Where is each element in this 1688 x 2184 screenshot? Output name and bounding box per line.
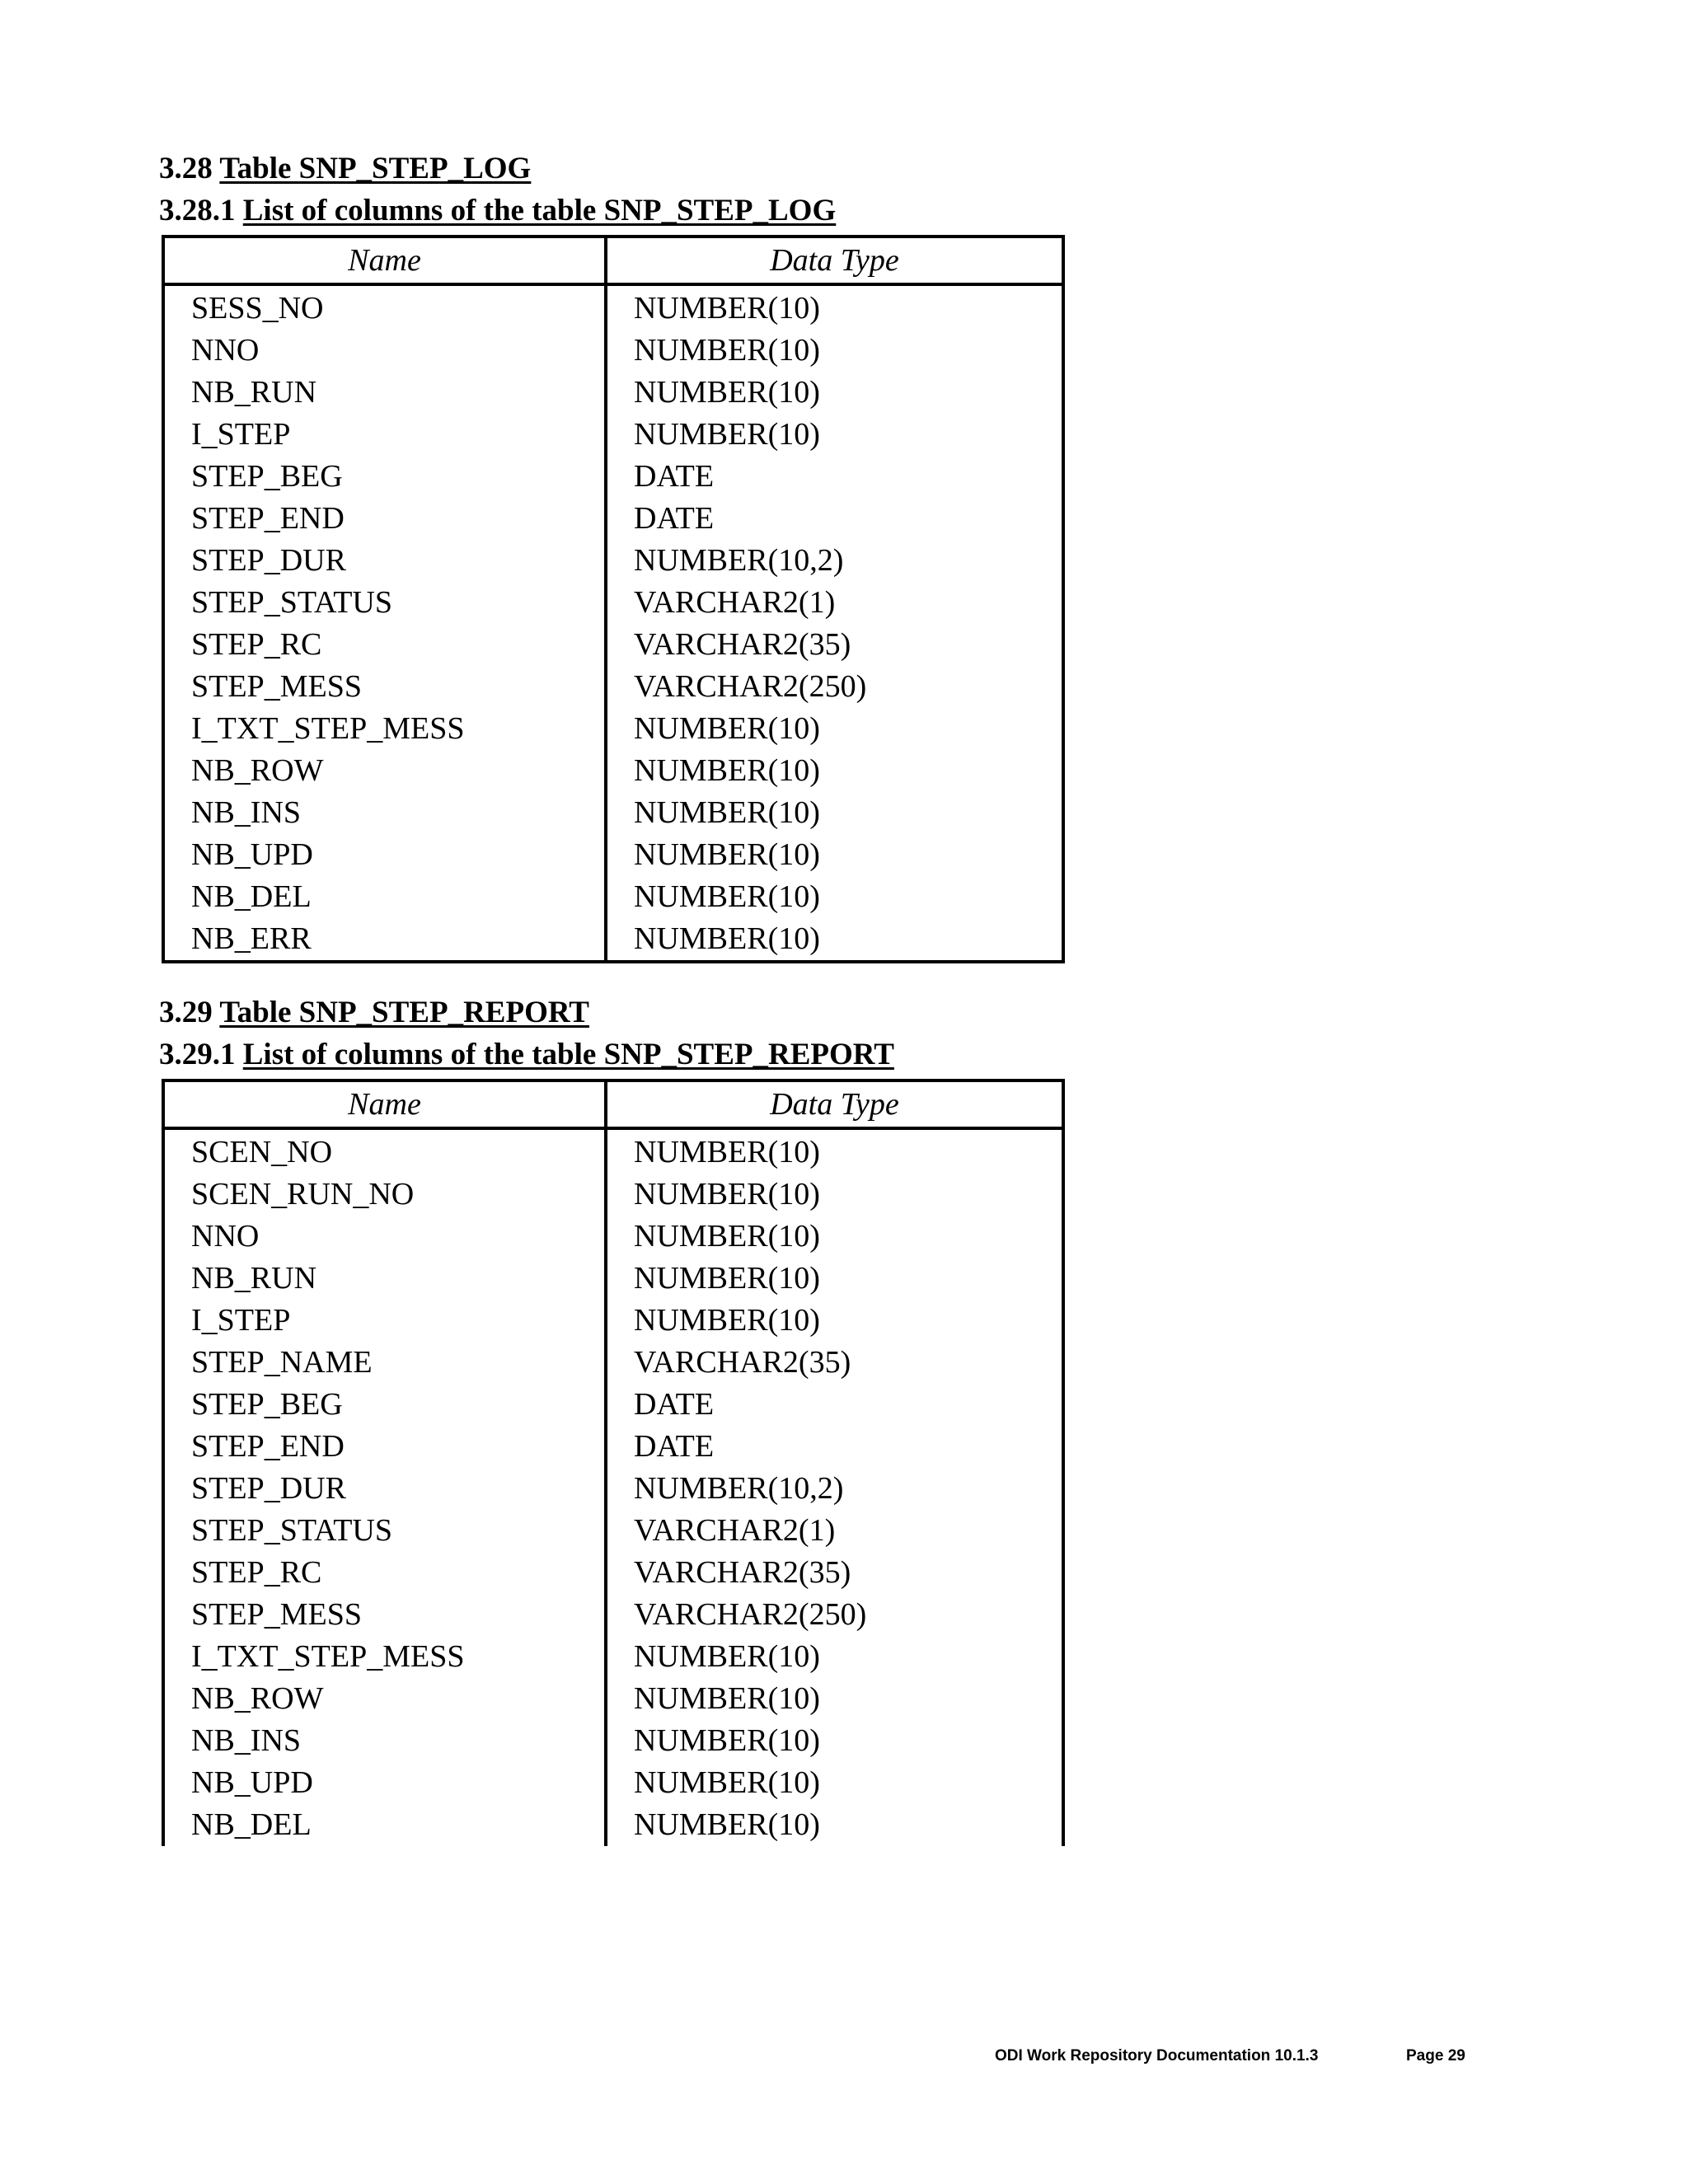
column-name-cell: STEP_STATUS	[163, 582, 606, 624]
column-name-cell: NB_RUN	[163, 372, 606, 414]
table-row	[163, 750, 1063, 792]
table-row	[163, 1510, 1063, 1552]
table-row	[163, 1678, 1063, 1720]
table-row	[163, 372, 1063, 414]
table-header-row	[163, 237, 1063, 284]
column-name-cell: STEP_NAME	[163, 1342, 606, 1384]
data-type-cell: VARCHAR2(250)	[606, 666, 1063, 708]
table-row	[163, 1552, 1063, 1594]
data-type-cell: NUMBER(10)	[606, 1216, 1063, 1258]
data-type-cell: NUMBER(10,2)	[606, 540, 1063, 582]
table-row	[163, 708, 1063, 750]
data-type-cell: VARCHAR2(1)	[606, 1510, 1063, 1552]
table-row	[163, 1636, 1063, 1678]
column-name-cell: NB_UPD	[163, 1762, 606, 1804]
data-type-cell: NUMBER(10)	[606, 834, 1063, 876]
table-row	[163, 1258, 1063, 1300]
subsection-number: 3.28.1	[159, 194, 236, 227]
table-row	[163, 582, 1063, 624]
section-number: 3.28	[159, 152, 213, 185]
table-row	[163, 330, 1063, 372]
data-type-cell: NUMBER(10)	[606, 1636, 1063, 1678]
column-name-cell: NB_UPD	[163, 834, 606, 876]
column-name-cell: NB_DEL	[163, 1804, 606, 1846]
section-number: 3.29	[159, 996, 213, 1029]
table-header-row	[163, 1080, 1063, 1128]
table-row	[163, 1128, 1063, 1174]
table-row	[163, 456, 1063, 498]
subsection-number: 3.29.1	[159, 1038, 236, 1071]
data-type-cell: NUMBER(10)	[606, 918, 1063, 962]
column-name-cell: NB_ROW	[163, 1678, 606, 1720]
header-data-type: Data Type	[606, 1080, 1063, 1128]
data-type-cell: NUMBER(10,2)	[606, 1468, 1063, 1510]
column-name-cell: SESS_NO	[163, 284, 606, 330]
column-name-cell: NB_INS	[163, 792, 606, 834]
data-type-cell: NUMBER(10)	[606, 372, 1063, 414]
data-type-cell: VARCHAR2(250)	[606, 1594, 1063, 1636]
data-type-cell: NUMBER(10)	[606, 1762, 1063, 1804]
table-row	[163, 1720, 1063, 1762]
column-name-cell: STEP_END	[163, 498, 606, 540]
data-type-cell: NUMBER(10)	[606, 876, 1063, 918]
data-type-cell: NUMBER(10)	[606, 1174, 1063, 1216]
table-row	[163, 1762, 1063, 1804]
table-row	[163, 666, 1063, 708]
data-type-cell: NUMBER(10)	[606, 708, 1063, 750]
table-row	[163, 1594, 1063, 1636]
table-row	[163, 1342, 1063, 1384]
data-type-cell: DATE	[606, 456, 1063, 498]
column-name-cell: STEP_RC	[163, 1552, 606, 1594]
data-type-cell: NUMBER(10)	[606, 414, 1063, 456]
table-row	[163, 1174, 1063, 1216]
column-name-cell: I_STEP	[163, 1300, 606, 1342]
section-title: Table SNP_STEP_LOG	[219, 152, 532, 185]
data-type-cell: DATE	[606, 1384, 1063, 1426]
column-name-cell: STEP_STATUS	[163, 1510, 606, 1552]
subsection-title: List of columns of the table SNP_STEP_REPORT	[242, 1038, 894, 1071]
column-name-cell: STEP_RC	[163, 624, 606, 666]
header-name: Name	[163, 1080, 606, 1128]
data-type-cell: NUMBER(10)	[606, 284, 1063, 330]
column-name-cell: NB_ROW	[163, 750, 606, 792]
table-row	[163, 1216, 1063, 1258]
data-type-cell: VARCHAR2(35)	[606, 1552, 1063, 1594]
data-type-cell: NUMBER(10)	[606, 1678, 1063, 1720]
table-row	[163, 792, 1063, 834]
column-name-cell: NB_DEL	[163, 876, 606, 918]
table-row	[163, 1384, 1063, 1426]
column-name-cell: STEP_BEG	[163, 456, 606, 498]
column-name-cell: I_TXT_STEP_MESS	[163, 1636, 606, 1678]
data-type-cell: NUMBER(10)	[606, 1258, 1063, 1300]
section-heading-3-29	[159, 995, 589, 1031]
section-title: Table SNP_STEP_REPORT	[219, 996, 589, 1029]
table-row	[163, 284, 1063, 330]
columns-table-snp-step-log	[162, 235, 1065, 963]
data-type-cell: VARCHAR2(35)	[606, 1342, 1063, 1384]
column-name-cell: NB_ERR	[163, 918, 606, 962]
column-name-cell: STEP_MESS	[163, 666, 606, 708]
column-name-cell: STEP_MESS	[163, 1594, 606, 1636]
data-type-cell: NUMBER(10)	[606, 792, 1063, 834]
data-type-cell: NUMBER(10)	[606, 1128, 1063, 1174]
data-type-cell: DATE	[606, 1426, 1063, 1468]
column-name-cell: I_TXT_STEP_MESS	[163, 708, 606, 750]
column-name-cell: NB_RUN	[163, 1258, 606, 1300]
data-type-cell: VARCHAR2(35)	[606, 624, 1063, 666]
subsection-title: List of columns of the table SNP_STEP_LOG	[242, 194, 837, 227]
column-name-cell: STEP_DUR	[163, 1468, 606, 1510]
table-row	[163, 1468, 1063, 1510]
data-type-cell: VARCHAR2(1)	[606, 582, 1063, 624]
column-name-cell: NB_INS	[163, 1720, 606, 1762]
table-row	[163, 540, 1063, 582]
data-type-cell: NUMBER(10)	[606, 1720, 1063, 1762]
column-name-cell: NNO	[163, 330, 606, 372]
subsection-heading-3-28-1	[159, 193, 836, 229]
column-name-cell: STEP_BEG	[163, 1384, 606, 1426]
data-type-cell: NUMBER(10)	[606, 330, 1063, 372]
table-row	[163, 624, 1063, 666]
column-name-cell: I_STEP	[163, 414, 606, 456]
column-name-cell: SCEN_NO	[163, 1128, 606, 1174]
table-row	[163, 1426, 1063, 1468]
table-row	[163, 1300, 1063, 1342]
section-heading-3-28	[159, 151, 531, 187]
column-name-cell: STEP_END	[163, 1426, 606, 1468]
header-name: Name	[163, 237, 606, 284]
data-type-cell: DATE	[606, 498, 1063, 540]
data-type-cell: NUMBER(10)	[606, 750, 1063, 792]
table-row	[163, 876, 1063, 918]
footer-page-number: Page 29	[1406, 2047, 1465, 2064]
footer-doc-title: ODI Work Repository Documentation 10.1.3	[995, 2047, 1319, 2064]
columns-table-snp-step-report	[162, 1079, 1065, 1846]
column-name-cell: SCEN_RUN_NO	[163, 1174, 606, 1216]
table-row	[163, 414, 1063, 456]
table-row	[163, 1804, 1063, 1846]
table-row	[163, 498, 1063, 540]
data-type-cell: NUMBER(10)	[606, 1300, 1063, 1342]
header-data-type: Data Type	[606, 237, 1063, 284]
subsection-heading-3-29-1	[159, 1037, 894, 1073]
column-name-cell: STEP_DUR	[163, 540, 606, 582]
column-name-cell: NNO	[163, 1216, 606, 1258]
data-type-cell: NUMBER(10)	[606, 1804, 1063, 1846]
table-row	[163, 918, 1063, 962]
table-row	[163, 834, 1063, 876]
